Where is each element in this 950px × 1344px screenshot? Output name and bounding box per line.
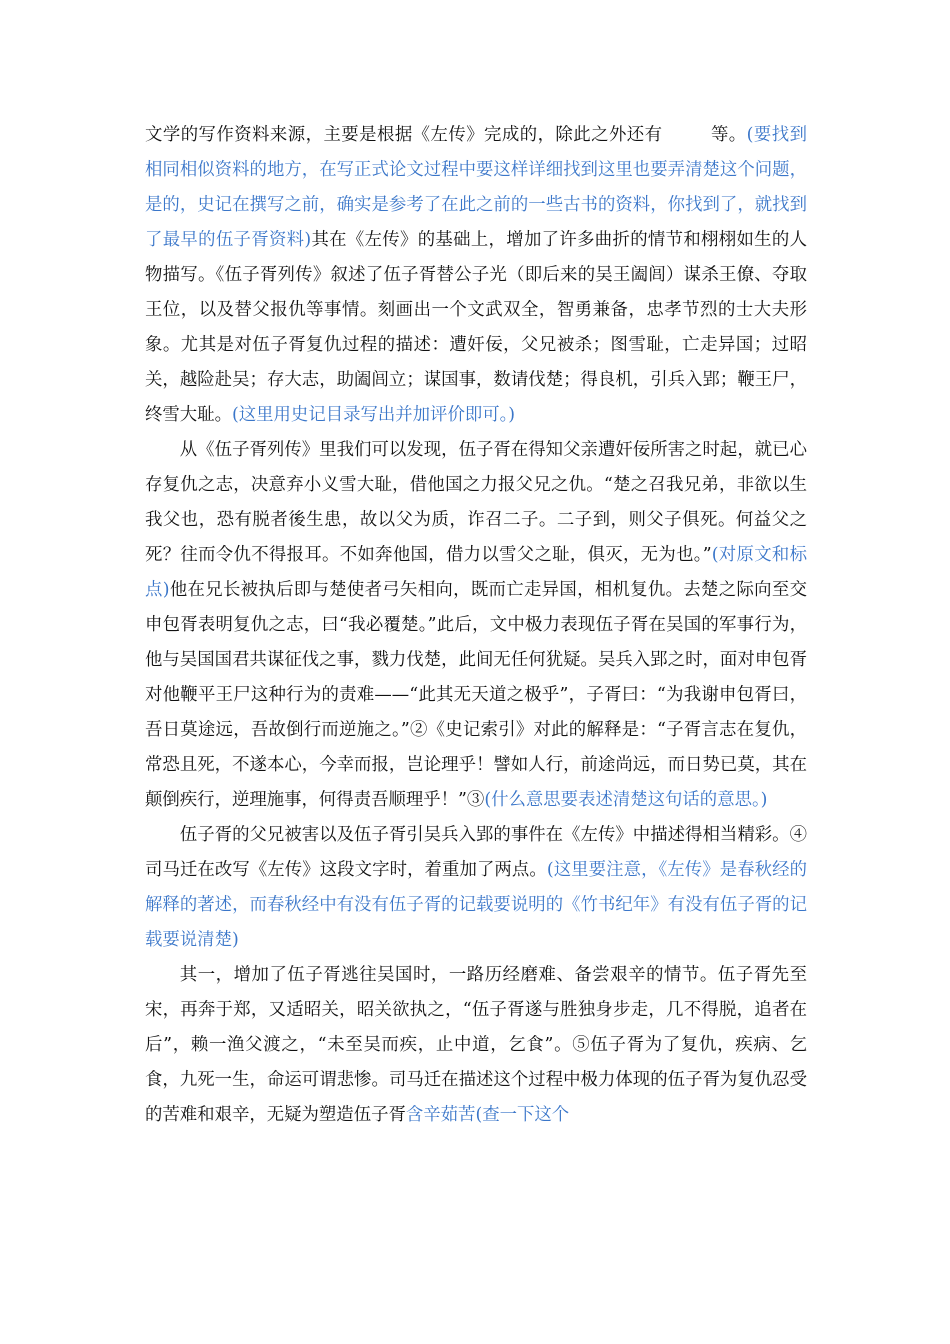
- annotation-comment: (这里要注意，《左传》是春秋经的解释的著述，而春秋经中有没有伍子胥的记载要说明的《竹书纪年》有没有伍子胥的记载要说清楚): [145, 860, 807, 950]
- body-segment: 其在《左传》的基础上，增加了许多曲折的情节和栩栩如生的人物描写。《伍子胥列传》叙述了伍子胥替公子光（即后来的吴王阖闾）谋杀王僚、夺取王位，以及替父报仇等事情。刻画出一个文武双全，智勇兼备，忠孝节烈的士大夫形象。尤其是对伍子胥复仇过程的描述：遭奸佞，父兄被杀；图雪耻，亡走异国；过昭关，越险赴吴；存大志，助阖闾立；谋国事，数请伐楚；得良机，引兵入郢；鞭王尸，终雪大耻。: [145, 230, 807, 425]
- annotation-comment: (查一下这个: [475, 1105, 570, 1125]
- annotation-comment: (对原文和标点): [145, 545, 807, 600]
- body-segment: 文学的写作资料来源，主要是根据《左传》完成的，除此之外还有: [145, 125, 663, 145]
- body-segment: 其一，增加了伍子胥逃往吴国时，一路历经磨难、备尝艰辛的情节。伍子胥先至宋，再奔于郑，又适昭关，昭关欲执之，“伍子胥遂与胜独身步走，几不得脱，追者在后”，赖一渔父渡之，“未至吴而疾，止中道，乞食”。⑤伍子胥为了复仇，疾病、乞食，九死一生，命运可谓悲惨。司马迁在描述这个过程中极力体现的伍子胥为复仇忍受的苦难和艰辛，无疑为塑造伍子胥: [145, 965, 807, 1125]
- annotation-comment: (要找到相同相似资料的地方，在写正式论文过程中要这样详细找到这里也要弄清楚这个问题，是的，史记在撰写之前，确实是参考了在此之前的一些古书的资料，你找到了，就找到了最早的伍子胥资料): [145, 125, 807, 250]
- paragraph-2: [145, 433, 807, 818]
- body-segment: 等。: [710, 125, 747, 145]
- body-segment: 从《伍子胥列传》里我们可以发现，伍子胥在得知父亲遭奸佞所害之时起，就已心存复仇之志，决意弃小义雪大耻，借他国之力报父兄之仇。“楚之召我兄弟，非欲以生我父也，恐有脱者後生患，故以父为质，诈召二子。二子到，则父子俱死。何益父之死？往而令仇不得报耳。不如奔他国，借力以雪父之耻，俱灭，无为也。”: [145, 440, 807, 565]
- body-segment: 伍子胥的父兄被害以及伍子胥引吴兵入郢的事件在《左传》中描述得相当精彩。④司马迁在改写《左传》这段文字时，着重加了两点。: [145, 825, 807, 880]
- paragraph-1: [145, 118, 807, 433]
- paragraph-4: [145, 958, 807, 1133]
- annotation-comment: (这里用史记目录写出并加评价即可。): [231, 405, 516, 425]
- paragraph-3: [145, 818, 807, 958]
- body-segment: 他在兄长被执后即与楚使者弓矢相向，既而亡走异国，相机复仇。去楚之际向至交申包胥表明复仇之志，曰“我必覆楚。”此后，文中极力表现伍子胥在吴国的军事行为，他与吴国国君共谋征伐之事，戮力伐楚，此间无任何犹疑。吴兵入郢之时，面对申包胥对他鞭平王尸这种行为的责难——“此其无天道之极乎”，子胥曰：“为我谢申包胥曰，吾日莫途远，吾故倒行而逆施之。”②《史记索引》对此的解释是：“子胥言志在复仇，常恐且死，不遂本心，今幸而报，岂论理乎！譬如人行，前途尚远，而日势已莫，其在颠倒疾行，逆理施事，何得责吾顺理乎！”③: [145, 580, 807, 810]
- annotation-highlight: 含辛茹苦: [405, 1105, 476, 1125]
- annotation-comment: (什么意思要表述清楚这句话的意思。): [484, 790, 768, 810]
- body-text: [145, 118, 807, 1133]
